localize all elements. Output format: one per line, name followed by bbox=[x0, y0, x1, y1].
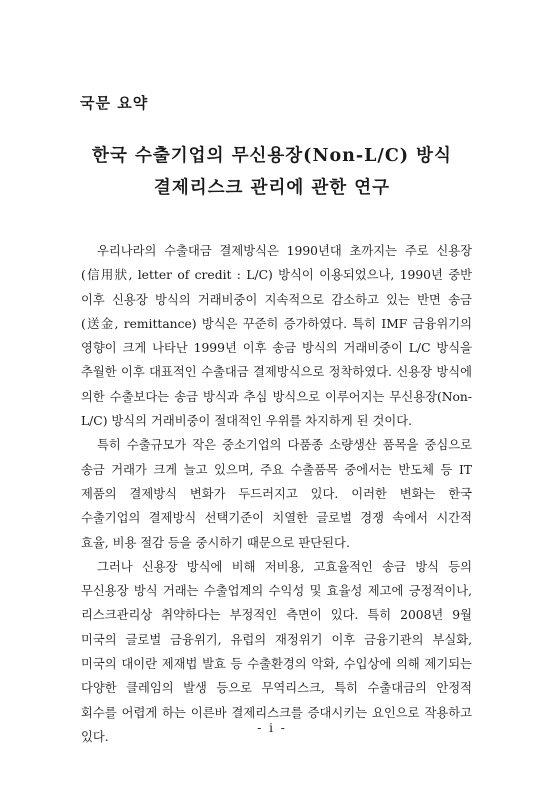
title-line-2: 결제리스크 관리에 관한 연구 bbox=[153, 178, 391, 198]
paragraph-1: 우리나라의 수출대금 결제방식은 1990년대 초까지는 주로 신용장(信用狀, letter of credit : L/C) 방식이 이용되었으나, 1990년 중반 이후 신용장 방식의 거래비중이 지속적으로 감소하고 있는 반면 송금(送金, remittance) 방식은 꾸준히 증가하였다. 특히 IMF 금융위기의 영향이 크게 나타난 1999년 이후 송금 방식의 거래비중이 L/C 방식을 추월한 이후 대표적인 수출대금 결제방식으로 정착하였다. 신용장 방식에 의한 수출보다는 송금 방식과 추심 방식으로 이루어지는 무신용장(Non-L/C) 방식의 거래비중이 절대적인 우위를 차지하게 된 것이다. bbox=[81, 244, 472, 429]
abstract-body bbox=[81, 239, 472, 749]
paragraph-2: 특히 수출규모가 작은 중소기업의 다품종 소량생산 품목을 중심으로 송금 거래가 크게 늘고 있으며, 주요 수출품목 중에서는 반도체 등 IT 제품의 결제방식 변화가 두드러지고 있다. 이러한 변화는 한국 수출기업의 결제방식 선택기준이 치열한 글로벌 경쟁 속에서 시간적 효율, 비용 절감 등을 중시하기 때문으로 판단된다. bbox=[81, 438, 472, 550]
section-heading: 국문 요약 bbox=[80, 94, 149, 112]
paragraph-3: 그러나 신용장 방식에 비해 저비용, 고효율적인 송금 방식 등의 무신용장 방식 거래는 수출업계의 수익성 및 효율성 제고에 긍정적이나, 리스크관리상 취약하다는 부정적인 측면이 있다. 특히 2008년 9월 미국의 글로벌 금융위기, 유럽의 재정위기 이후 금융기관의 부실화, 미국의 대이란 제재법 발효 등 수출환경의 악화, 수입상에 의해 제기되는 다양한 클레임의 발생 등으로 무역리스크, 특히 수출대금의 안정적 회수를 어렵게 하는 이른바 결제리스크를 증대시키는 요인으로 작용하고 있다. bbox=[81, 559, 472, 744]
title-line-1: 한국 수출기업의 무신용장(Non-L/C) 방식 bbox=[92, 146, 452, 166]
document-title bbox=[60, 140, 484, 204]
page-number: - i - bbox=[257, 721, 287, 735]
